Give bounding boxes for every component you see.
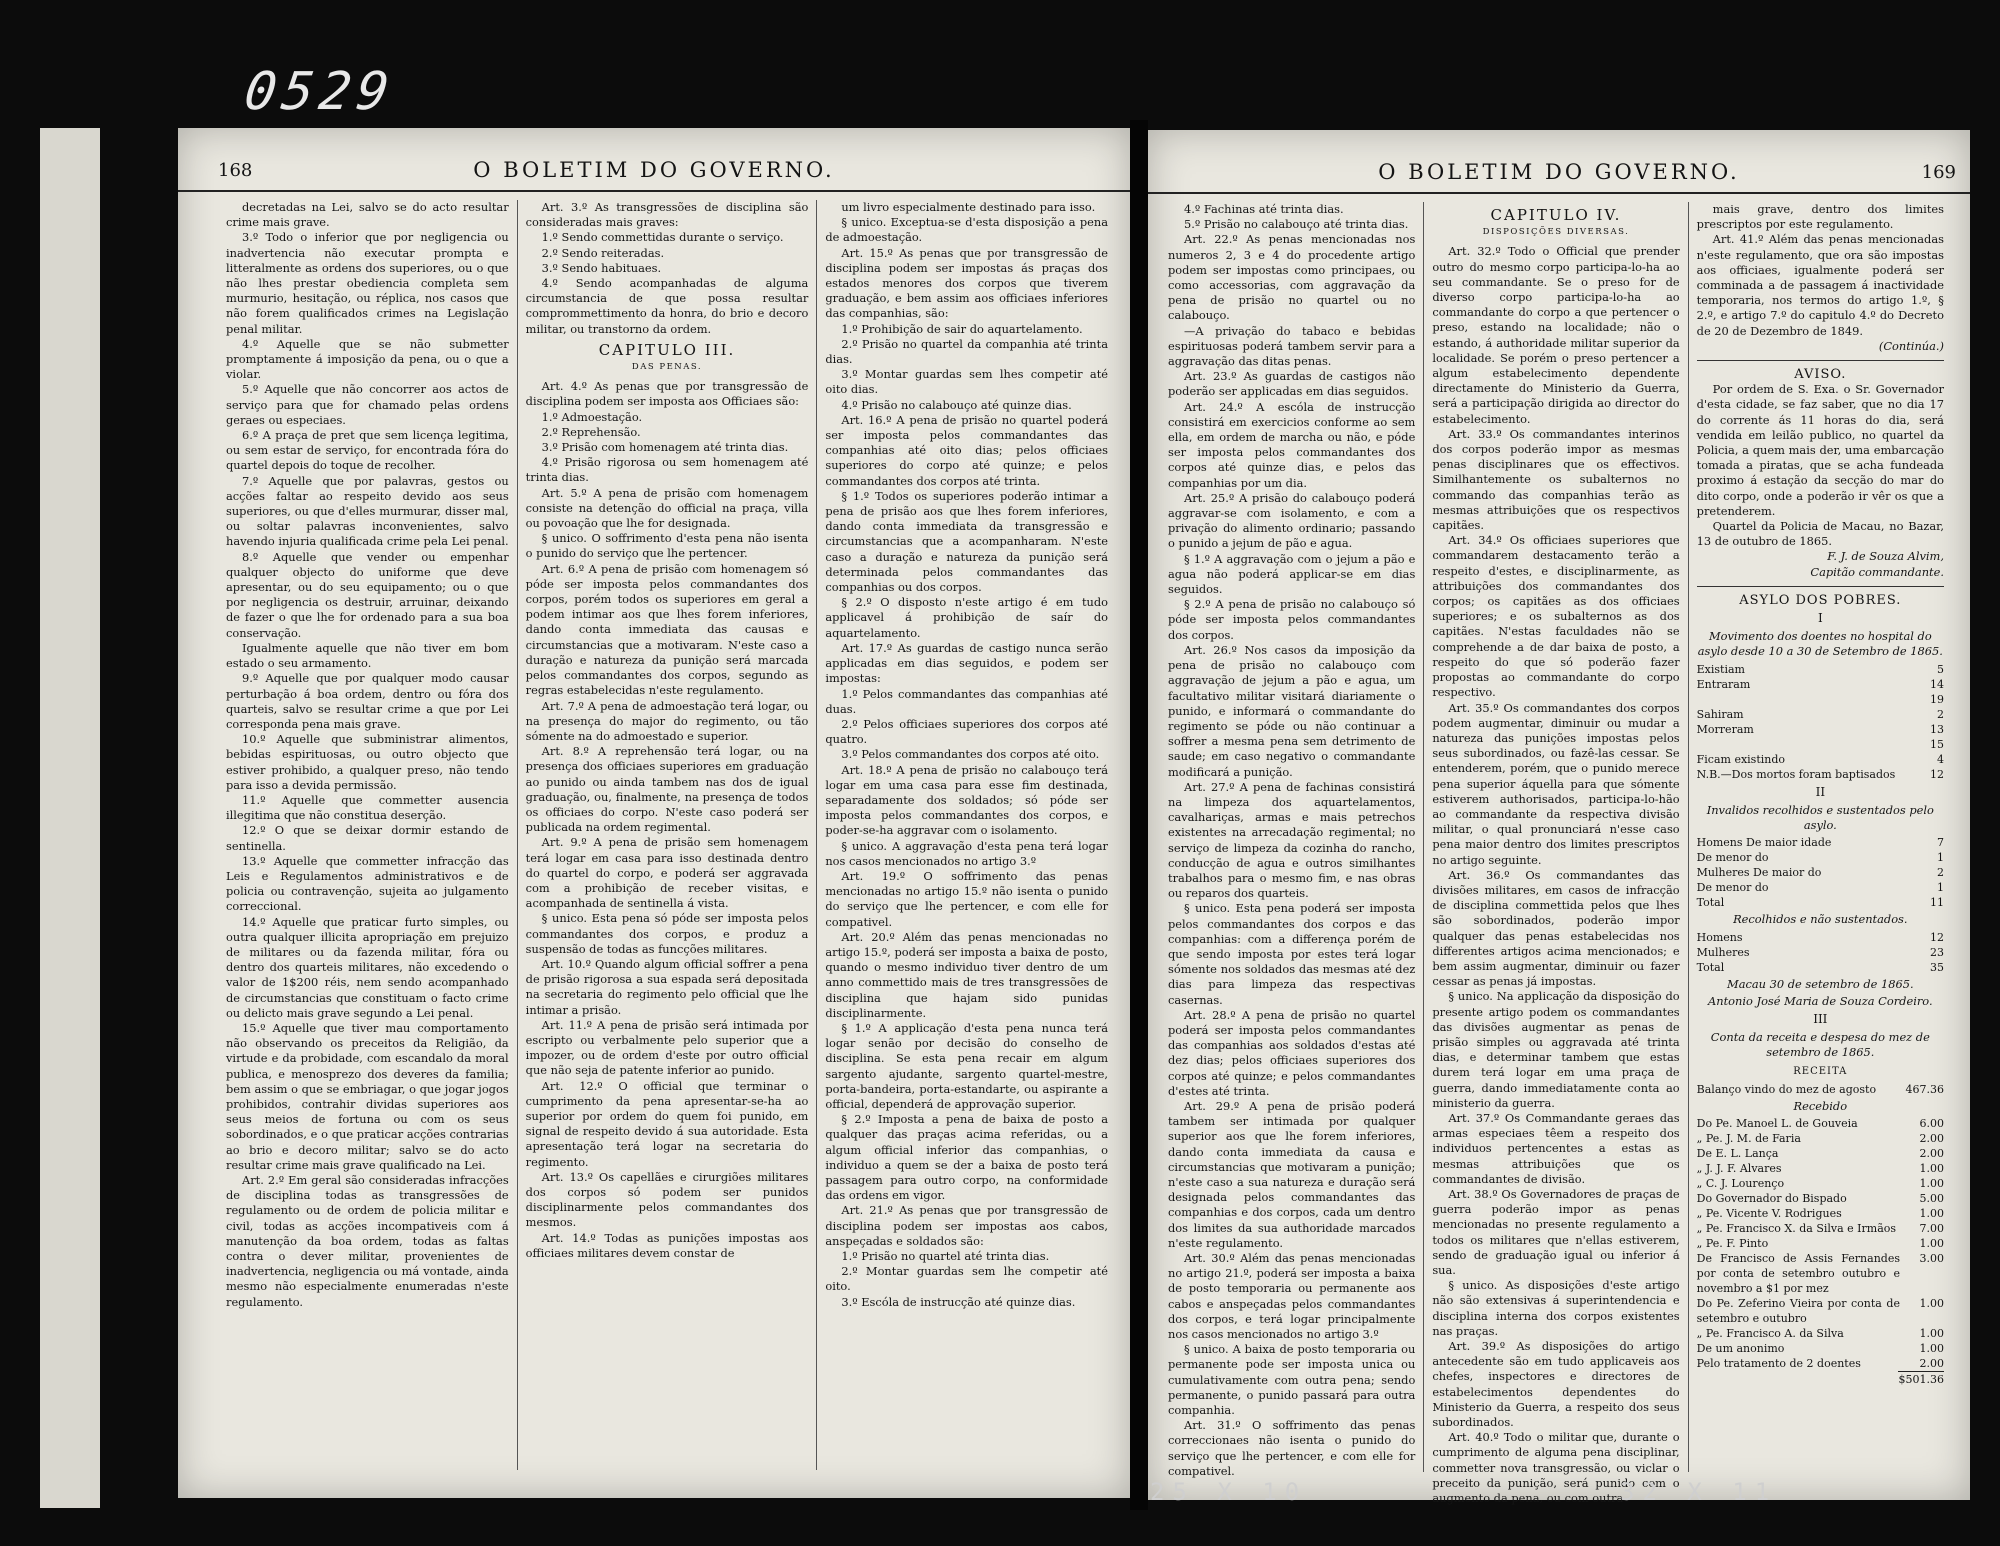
paragraph: Art. 23.º As guardas de castigos não poderão ser applicadas em dias seguidos.: [1168, 369, 1416, 399]
paragraph: 4.º Fachinas até trinta dias.: [1184, 202, 1344, 216]
paragraph: 7.º Aquelle que por palavras, gestos ou acções faltar ao respeito devido aos seus superiores, ou que d'elles murmurar, disser mal, ou soltar palavras inconvenientes, salvo havendo injuria qualificada crime pela Lei penal.: [226, 473, 509, 549]
table-row: [1697, 1236, 1944, 1251]
table-row: [1697, 1176, 1944, 1191]
paragraph: Art. 35.º Os commandantes dos corpos podem augmentar, diminuir ou mudar a natureza das punições impostas pelos seus subordinados, ou fazê-las cessar. Se entenderem, porém, que o punido merece pena superior áquella para que sómente estiverem authorisados, participa-lo-hão ao commandante da respectiva divisão militar, o qual pronunciará n'esse caso pena maior dentro dos limites prescriptos no artigo seguinte.: [1432, 700, 1680, 867]
table-row: [1697, 677, 1944, 692]
paragraph: § 1.º A aggravação com o jejum a pão e agua não poderá applicar-se em dias seguidos.: [1168, 551, 1416, 597]
divider: [1697, 586, 1944, 587]
page-gutter: [1130, 120, 1148, 1510]
aviso-signature: F. J. de Souza Alvim,: [1827, 549, 1944, 564]
row-value: 35: [1929, 960, 1944, 974]
film-scale-mark: 25 X 10: [1150, 1478, 1308, 1506]
paragraph: 4.º Prisão no calabouço até quinze dias.: [841, 397, 1072, 412]
table-row: [1697, 1191, 1944, 1206]
paragraph: Art. 15.º As penas que por transgressão de disciplina podem ser impostas ás praças dos estados menores dos corpos que tiverem graduação, e bem assim aos officiaes inferiores das companhias, são:: [825, 245, 1109, 321]
right-column-2: [1689, 202, 1952, 1472]
paragraph: 1.º Prisão no quartel até trinta dias.: [841, 1249, 1050, 1264]
row-value: 1: [1936, 851, 1944, 865]
left-page-header: [178, 156, 1130, 192]
paragraph: 12.º O que se deixar dormir estando de sentinella.: [226, 823, 509, 853]
paragraph: 4.º Sendo acompanhadas de alguma circumstancia de que possa resultar comprommettimento da honra, do brio e decoro militar, ou transtorno da ordem.: [525, 276, 809, 336]
row-value: 13: [1929, 722, 1944, 736]
grand-total-value: $501.36: [1898, 1372, 1944, 1386]
paragraph: 14.º Aquelle que praticar furto simples, ou outra qualquer illicita apropriação em prejuizo de militares ou da fazenda militar, fóra ou dentro dos quarteis militares, não excedendo o valor de 1$200 réis, nem sendo acompanhado de circumstancias que constituam o facto crime ou delicto mais grave segundo a Lei penal.: [226, 914, 509, 1020]
paragraph: 13.º Aquelle que commetter infracção das Leis e Regulamentos administrativos e de policia ou contravenção, sujeita ao julgamento correccional.: [226, 853, 509, 914]
paragraph: 3.º Prisão com homenagem até trinta dias.: [541, 440, 789, 455]
table-row: [1697, 1341, 1944, 1356]
row-value: 1.00: [1919, 1296, 1944, 1310]
paragraph: Art. 26.º Nos casos da imposição da pena de prisão no calabouço com aggravação de jejum a pão e agua, um facultativo militar visitará diariamente o punido, e informará o commandante do regimento se póde ou não continuar a soffrer a mesma pena sem detrimento de saude; em caso negativo o commandante modificará a punição.: [1168, 642, 1416, 779]
table-row: [1697, 692, 1944, 707]
table-row: [1697, 1251, 1944, 1296]
right-column-continuation: [1160, 202, 1424, 1478]
section-title: Invalidos recolhidos e sustentados pelo asylo.: [1706, 802, 1934, 833]
row-label: De menor do: [1696, 881, 1769, 895]
paragraph: § unico. Exceptua-se d'esta disposição a pena de admoestação.: [825, 215, 1109, 245]
row-label: De Francisco de Assis Fernandes por conta de setembro outubro e novembro a $1 por mez: [1696, 1251, 1900, 1295]
paragraph: Art. 29.º A pena de prisão poderá tambem ser intimada por qualquer superior aos que lhe forem inferiores, dando conta immediata da causa e circumstancias que motivaram a punição; n'este caso a sua natureza e duração será designada pelos commandantes das companhias e dos corpos, cada um dentro dos limites da sua authoridade marcados n'este regulamento.: [1168, 1098, 1416, 1250]
aviso-place-date: Quartel da Policia de Macau, no Bazar, 13 de outubro de 1865.: [1696, 519, 1944, 549]
left-column-3: [817, 200, 1116, 1470]
table-row: [1697, 662, 1944, 677]
row-label: „ Pe. F. Pinto: [1696, 1236, 1769, 1250]
paragraph: 15.º Aquelle que tiver mau comportamento não observando os preceitos da Religião, da virtude e da probidade, com escandalo da moral publica, e menosprezo dos deveres da familia; bem assim o que se embriagar, o que jogar jogos prohibidos, contrahir dividas superiores aos seus meios de fortuna ou com os seus sobordinados, e o que praticar acções contrarias ao brio e decoro militar; salvo se do acto resultar crime mais grave qualificado na Lei.: [226, 1020, 509, 1172]
chapter-subheading: DISPOSIÇÕES DIVERSAS.: [1482, 227, 1630, 238]
recebido-heading: Recebido: [1793, 1098, 1848, 1113]
film-scale-mark: 32 X 11: [1620, 1478, 1778, 1506]
table-row: [1697, 767, 1944, 782]
right-page: [1148, 130, 1970, 1506]
paragraph: § 2.º O disposto n'este artigo é em tudo applicavel á prohibição de saír do aquartelamento.: [825, 595, 1109, 640]
row-label: Do Pe. Zeferino Vieira por conta de setembro e outubro: [1696, 1296, 1900, 1325]
paragraph: Art. 39.º As disposições do artigo antecedente são em tudo applicaveis aos chefes, inspectores e directores de estabelecimentos dependentes do Ministerio da Guerra, a respeito dos seus subordinados.: [1432, 1339, 1680, 1430]
balance-row: [1697, 1082, 1944, 1097]
right-journal-title: O BOLETIM DO GOVERNO.: [1378, 160, 1740, 184]
paragraph: —A privação do tabaco e bebidas espirituosas poderá tambem servir para a aggravação das ditas penas.: [1168, 323, 1416, 369]
divider: [1697, 360, 1944, 361]
paragraph: Art. 31.º O soffrimento das penas correccionaes não isenta o punido do serviço que lhe pertencer, e com elle for compativel.: [1168, 1418, 1416, 1478]
row-value: 15: [1929, 737, 1944, 751]
row-label: Morreram: [1696, 722, 1754, 736]
paragraph: § unico. A baixa de posto temporaria ou permanente pode ser imposta unica ou cumulativamente com outra pena; sendo permanente, o punido passará para outra companhia.: [1168, 1342, 1416, 1418]
row-value: 1.00: [1919, 1236, 1944, 1250]
row-value: 5: [1936, 662, 1944, 676]
row-value: 23: [1929, 945, 1944, 959]
left-column-1: [218, 200, 518, 1470]
left-journal-title: O BOLETIM DO GOVERNO.: [473, 158, 835, 182]
row-label: „ C. J. Lourenço: [1696, 1176, 1785, 1190]
paragraph: 4.º Aquelle que se não submetter promptamente á imposição da pena, ou o que a violar.: [226, 336, 509, 382]
paragraph: § unico. O soffrimento d'esta pena não isenta o punido do serviço que lhe pertencer.: [525, 531, 809, 561]
row-value: 12: [1929, 930, 1944, 944]
table-row: [1697, 1221, 1944, 1236]
row-label: „ Pe. Francisco X. da Silva e Irmãos: [1696, 1221, 1897, 1235]
aviso-signature-title: Capitão commandante.: [1810, 564, 1944, 579]
paragraph: decretadas na Lei, salvo se do acto resultar crime mais grave.: [226, 200, 509, 230]
section-subtitle: Recolhidos e não sustentados.: [1733, 912, 1908, 927]
row-label: Sahiram: [1696, 707, 1744, 721]
paragraph: 5.º Prisão no calabouço até trinta dias.: [1184, 217, 1409, 232]
paragraph: 5.º Aquelle que não concorrer aos actos de serviço para que for chamado pelas ordens geraes ou especiaes.: [226, 382, 509, 427]
row-label: Homens: [1696, 930, 1743, 944]
paragraph: 6.º A praça de pret que sem licença legitima, ou sem estar de serviço, for encontrada fóra do quartel depois do toque de recolher.: [226, 428, 509, 473]
paragraph: § unico. Esta pena poderá ser imposta pelos commandantes dos corpos e das companhias: com a differença porém de que sendo imposta por estes terá logar sómente nos soldados das mesmas até dez dias para limpeza das respectivas casernas.: [1168, 901, 1416, 1007]
paragraph: 4.º Prisão rigorosa ou sem homenagem até trinta dias.: [525, 455, 809, 485]
row-value: 2: [1936, 866, 1944, 880]
paragraph: 1.º Prohibição de sair do aquartelamento.: [841, 321, 1083, 336]
paragraph: Art. 3.º As transgressões de disciplina são consideradas mais graves:: [525, 200, 809, 230]
row-label: N.B.—Dos mortos foram baptisados: [1696, 767, 1896, 781]
paragraph: 8.º Aquelle que vender ou empenhar qualquer objecto do uniforme que deve apresentar, ou do seu equipamento; ou o que por negligencia os destruir, arruinar, deixando de fazer o que lhe for ordenado para a sua boa conservação.: [226, 549, 509, 640]
paragraph: Art. 25.º A prisão do calabouço poderá aggravar-se com isolamento, e com a privação do alimento ordinario; passando o punido a jejum de pão e agua.: [1168, 490, 1416, 551]
paragraph: Art. 2.º Em geral são consideradas infracções de disciplina todas as transgressões de regulamento ou de ordem de policia militar e civil, todas as acções incompativeis com á manutenção da boa ordem, todas as faltas contra o dever militar, provenientes de inadvertencia, negligencia ou má vontade, ainda mesmo não especialmente enumeradas n'este regulamento.: [226, 1173, 509, 1309]
grand-total-row: [1697, 1371, 1944, 1387]
paragraph: Art. 16.º A pena de prisão no quartel poderá ser imposta pelos commandantes das companhias até oito dias; pelos officiaes superiores do corpo até quinze; e pelos commandantes dos corpos até trinta.: [825, 412, 1109, 488]
receita-heading: RECEITA: [1793, 1065, 1848, 1077]
table-row: [1697, 707, 1944, 722]
table-row: [1697, 737, 1944, 752]
paragraph: 2.º Montar guardas sem lhe competir até oito.: [825, 1264, 1109, 1294]
row-label: „ Pe. Francisco A. da Silva: [1696, 1326, 1844, 1340]
row-label: De um anonimo: [1696, 1341, 1785, 1355]
section-number: III: [1813, 1011, 1828, 1026]
paragraph: Art. 36.º Os commandantes das divisões militares, em casos de infracção de disciplina commettida pelos que lhes são sobordinados, poderão impor qualquer das penas estabelecidas nos differentes artigos acima mencionados; e bem assim augmentar, diminuir ou fazer cessar as penas já impostas.: [1432, 867, 1680, 989]
left-page-number: 168: [218, 160, 253, 181]
paragraph: 11.º Aquelle que commetter ausencia illegitima que não constitua deserção.: [226, 792, 509, 823]
balance-label: Balanço vindo do mez de agosto: [1696, 1082, 1877, 1096]
table-row: [1697, 945, 1944, 960]
aviso-text: Por ordem de S. Exa. o Sr. Governador d'esta cidade, se faz saber, que no dia 17 do corrente ás 11 horas do dia, será vendida em leilão publico, no quartel da Policia, a quem mais der, uma embarcação tomada a piratas, que se acha fundeada proximo á estação da secção do mar do dito corpo, onde a poderão ir vêr os que a pretenderem.: [1696, 382, 1944, 518]
paragraph: Art. 27.º A pena de fachinas consistirá na limpeza dos aquartelamentos, cavalhariças, armas e mais petrechos existentes na arrecadação regimental; no serviço de limpeza da cozinha do rancho, conducção de agua e outros similhantes trabalhos para o mesmo fim, e nas obras ou reparos dos quarteis.: [1168, 779, 1416, 901]
paragraph: 3.º Pelos commandantes dos corpos até oito.: [841, 747, 1100, 762]
row-value: 4: [1936, 752, 1944, 766]
paragraph: § unico. Na applicação da disposição do presente artigo podem os commandantes das divisões augmentar as penas de prisão simples ou aggravada até trinta dias, e determinar tambem que estas durem terá logar em uma praça de guerra, dando immediatamente conta ao ministerio da guerra.: [1432, 989, 1680, 1110]
table-row: [1697, 850, 1944, 865]
right-page-number: 169: [1921, 162, 1956, 183]
right-column-1: [1424, 202, 1688, 1506]
paragraph: § 1.º A applicação d'esta pena nunca terá logar senão por decisão do conselho de disciplina. Se esta pena recair em algum sargento ajudante, sargento quartel-mestre, porta-bandeira, porta-estandarte, ou aspirante a official, dependerá de approvação superior.: [825, 1020, 1109, 1111]
row-label: Mulheres De maior do: [1696, 866, 1822, 880]
paragraph: Art. 30.º Além das penas mencionadas no artigo 21.º, poderá ser imposta a baixa de posto temporaria ou permanente aos cabos e anspeçadas pelos commandantes dos corpos, e terá logar principalmente nos casos mencionados no artigo 3.º: [1168, 1251, 1416, 1342]
row-label: De E. L. Lança: [1696, 1146, 1779, 1160]
row-value: 12: [1929, 767, 1944, 781]
table-row: [1697, 752, 1944, 767]
paragraph: 1.º Pelos commandantes das companhias até duas.: [825, 686, 1109, 716]
paragraph: Art. 19.º O soffrimento das penas mencionadas no artigo 15.º não isenta o punido do serviço que lhe pertencer, e com elle for compativel.: [825, 868, 1109, 929]
paragraph: Art. 10.º Quando algum official soffrer a pena de prisão rigorosa a sua espada será depositada na secretaria do regimento pelo official que lhe intimar a prisão.: [525, 956, 809, 1017]
paragraph: 2.º Sendo reiteradas.: [541, 245, 665, 260]
paragraph: Art. 17.º As guardas de castigo nunca serão applicadas em dias seguidos, e podem ser impostas:: [825, 640, 1109, 686]
left-page: [178, 128, 1130, 1498]
row-value: 2: [1936, 707, 1944, 721]
row-value: 2.00: [1919, 1356, 1944, 1370]
paragraph: 3.º Todo o inferior que por negligencia ou inadvertencia não executar promptа e litteralmente as ordens dos superiores, ou o que não lhes prestar obediencia completa sem murmurio, hesitação, ou réplica, nos casos que não forem qualificados crimes na Legislação penal militar.: [226, 230, 509, 336]
paragraph: Art. 24.º A escóla de instrucção consistirá em exercicios conforme ao sem ella, em ordem de marcha ou não, e póde ser imposta pelos commandantes dos corpos até quinze dias, e pelos das companhias por um dia.: [1168, 399, 1416, 490]
paragraph: 2.º Prisão no quartel da companhia até trinta dias.: [825, 336, 1109, 367]
chapter-subheading: DAS PENAS.: [631, 362, 703, 373]
row-label: „ Pe. J. M. de Faria: [1696, 1131, 1801, 1145]
row-value: 1.00: [1919, 1326, 1944, 1340]
row-value: 1.00: [1919, 1161, 1944, 1175]
row-value: 14: [1929, 677, 1944, 691]
row-value: 3.00: [1919, 1251, 1944, 1265]
paragraph: 1.º Admoestação.: [541, 409, 643, 424]
paragraph: Art. 34.º Os officiaes superiores que commandarem destacamento terão a respeito d'estes, e disciplinarmente, as attribuições dos commandantes dos corpos; os capitães as dos officiaes superiores; e os subalternos as dos capitães. N'estas faculdades não se comprehende a de dar baixa de posto, a respeito do que só poderão fazer propostas ao commandante do corpo respectivo.: [1432, 533, 1680, 700]
left-column-2: [518, 200, 818, 1470]
row-value: 1: [1936, 881, 1944, 895]
paragraph: Art. 11.º A pena de prisão será intimada por escripto ou verbalmente pelo superior que a impozer, ou de ordem d'este por outro official que não seja de patente inferior ao punido.: [525, 1017, 809, 1078]
table-row: [1697, 1356, 1944, 1371]
paragraph: Art. 40.º Todo o militar que, durante o cumprimento de alguma pena disciplinar, commetter nova transgressão, ou viclar o preceito da punição, será punido com o augmento da pena, ou com outra: [1432, 1430, 1680, 1506]
row-label: Do Pe. Manoel L. de Gouveia: [1696, 1116, 1858, 1130]
paragraph: 9.º Aquelle que por qualquer modo causar perturbação á boa ordem, dentro ou fóra dos quarteis, salvo se resultar crime a que por Lei corresponda pena mais grave.: [226, 671, 509, 731]
paragraph: Art. 4.º As penas que por transgressão de disciplina podem ser imposta aos Officiaes são:: [525, 379, 809, 409]
row-value: 7: [1936, 836, 1944, 850]
row-label: Existiam: [1696, 662, 1745, 676]
row-label: Do Governador do Bispado: [1696, 1191, 1847, 1205]
paragraph: Art. 9.º A pena de prisão sem homenagem terá logar em casa para isso destinada dentro do quartel do corpo, e poderá ser aggravada com a prohibição de receber visitas, e acompanhada de sentinella á vista.: [525, 835, 809, 911]
paragraph: Art. 38.º Os Governadores de praças de guerra poderão impor as penas mencionadas no presente regulamento a todos os militares que n'ellas estiverem, sendo de graduação igual ou inferior á sua.: [1432, 1187, 1680, 1278]
table-row: [1697, 1131, 1944, 1146]
paragraph: 3.º Sendo habituaes.: [541, 260, 662, 275]
table-row: [1697, 880, 1944, 895]
paragraph: § unico. A aggravação d'esta pena terá logar nos casos mencionados no artigo 3.º: [825, 838, 1109, 868]
row-label: „ J. J. F. Alvares: [1696, 1161, 1782, 1175]
table-row: [1697, 960, 1944, 975]
paragraph: 3.º Montar guardas sem lhes competir até oito dias.: [825, 367, 1109, 397]
paragraph: 3.º Escóla de instrucção até quinze dias.: [841, 1294, 1076, 1309]
paragraph: Art. 33.º Os commandantes interinos dos corpos poderão impor as mesmas penas disciplinares que os effectivos. Similhantemente os subalternos no commando das companhias terão as mesmas attribuições que os respectivos capitães.: [1432, 426, 1680, 533]
row-value: 1.00: [1919, 1206, 1944, 1220]
paragraph: Art. 28.º A pena de prisão no quartel poderá ser imposta pelos commandantes das companhias aos soldados d'estas até dez dias; pelos officiaes superiores dos corpos até quinze; e pelos commandantes d'estes até trinta.: [1168, 1007, 1416, 1098]
table-row: [1697, 835, 1944, 850]
row-label: Total: [1696, 896, 1725, 910]
paragraph: 2.º Pelos officiaes superiores dos corpos até quatro.: [825, 716, 1109, 747]
section-number: I: [1817, 611, 1823, 626]
table-row: [1697, 930, 1944, 945]
paragraph: § unico. Esta pena só póde ser imposta pelos commandantes dos corpos, e produz a suspensão de todas as funcções militares.: [525, 911, 809, 956]
paragraph: Art. 6.º A pena de prisão com homenagem só póde ser imposta pelos commandantes dos corpos, porém todos os superiores em geral a podem intimar aos que lhes forem inferiores, dando conta immediata das causas e circumstancias que a motivaram. N'este caso a duração e natureza da punição será marcada pelos commandantes dos corpos, segundo as regras estabelecidas n'este regulamento.: [525, 561, 809, 698]
row-value: 5.00: [1919, 1191, 1944, 1205]
paragraph: 10.º Aquelle que subministrar alimentos, bebidas espirituosas, ou outro objecto que estiver prohibido, a qualquer preso, não tendo para isso a devida permissão.: [226, 732, 509, 792]
section-title: Conta da receita e despesa do mez de setembro de 1865.: [1710, 1030, 1930, 1060]
table-row: [1697, 1296, 1944, 1326]
row-value: 11: [1929, 896, 1944, 910]
aviso-title: AVISO.: [1794, 367, 1847, 383]
paragraph: § 1.º Todos os superiores poderão intimar a pena de prisão aos que lhes forem inferiores, dando conta immediata da transgressão e circumstancias que a acompanharam. N'este caso a duração e natureza da punição será determinada pelos commandantes das companhias ou dos corpos.: [825, 488, 1109, 595]
row-value: 19: [1929, 692, 1944, 706]
row-label: Ficam existindo: [1696, 752, 1786, 766]
paragraph: § unico. As disposições d'este artigo não são extensivas á superintendencia e disciplina interna dos corpos existentes nas praças.: [1432, 1278, 1680, 1338]
row-value: 7.00: [1919, 1221, 1944, 1235]
asylo-title: ASYLO DOS POBRES.: [1739, 592, 1902, 608]
asylo-date: Macau 30 de setembro de 1865.: [1727, 976, 1914, 991]
row-label: Mulheres: [1696, 945, 1750, 959]
row-label: Homens De maior idade: [1696, 836, 1832, 850]
paragraph: Art. 41.º Além das penas mencionadas n'este regulamento, que ora são impostas aos officiaes, igualmente poderá ser comminada a de passagem á inactividade temporaria, nos termos do artigo 1.º, § 2.º, e artigo 7.º do capitulo 4.º do Decreto de 20 de Dezembro de 1849.: [1696, 232, 1944, 338]
paragraph: Art. 18.º A pena de prisão no calabouço terá logar em uma casa para esse fim destinada, separadamente dos soldados; só póde ser imposta pelos commandantes dos corpos, e poder-se-ha aggravar com o isolamento.: [825, 762, 1109, 838]
table-row: [1697, 1116, 1944, 1131]
continua-note: (Continúa.): [1878, 338, 1944, 353]
paragraph: um livro especialmente destinado para isso.: [841, 200, 1096, 214]
row-label: De menor do: [1696, 851, 1769, 865]
row-label: Entraram: [1696, 677, 1751, 691]
paragraph: Art. 20.º Além das penas mencionadas no artigo 15.º, poderá ser imposta a baixa de posto, quando o mesmo individuo tiver dentro de um anno commettido mais de tres transgressões de disciplina que hajam sido punidas disciplinarmente.: [825, 929, 1109, 1020]
table-row: [1697, 1161, 1944, 1176]
row-label: Total: [1696, 960, 1725, 974]
table-row: [1697, 1146, 1944, 1161]
paragraph: Igualmente aquelle que não tiver em bom estado o seu armamento.: [226, 640, 509, 671]
paragraph: Art. 5.º A pena de prisão com homenagem consiste na detenção do official na praça, villa ou povoação que lhe for designada.: [525, 485, 809, 531]
paragraph: Art. 22.º As penas mencionadas nos numeros 2, 3 e 4 do procedente artigo podem ser impostas como principaes, ou como accessorias, com aggravação da pena de prisão no quartel ou no calabouço.: [1168, 232, 1416, 323]
section-number: II: [1815, 784, 1826, 799]
paragraph: Art. 14.º Todas as punições impostas aos officiaes militares devem constar de: [525, 1230, 809, 1260]
paragraph: 1.º Sendo commettidas durante o serviço.: [541, 230, 784, 245]
paragraph: 2.º Reprehensão.: [541, 424, 641, 439]
paragraph: Art. 13.º Os capellães e cirurgiões militares dos corpos só podem ser punidos disciplinarmente pelos commandantes dos mesmos.: [525, 1169, 809, 1230]
chapter-heading: CAPITULO III.: [598, 340, 736, 359]
row-value: 6.00: [1919, 1116, 1944, 1130]
asylo-signer: Antonio José Maria de Souza Cordeiro.: [1708, 993, 1933, 1008]
paragraph: § 2.º A pena de prisão no calabouço só póde ser imposta pelos commandantes dos corpos.: [1168, 597, 1416, 642]
row-value: 1.00: [1919, 1341, 1944, 1355]
paragraph: Art. 8.º A reprehensão terá logar, ou na presença dos officiaes superiores em graduação ao punido ou ainda tambem nas dos de igual graduação, ou, finalmente, na presença de todos os officiaes do corpo. N'este caso poderá ser publicada na ordem regimental.: [525, 744, 809, 835]
paragraph: Art. 12.º O official que terminar o cumprimento da pena apresentar-se-ha ao superior por ordem do quem foi punido, em signal de respeito devido á sua autoridade. Esta apresentação terá logar na secretaria do regimento.: [525, 1078, 809, 1169]
left-columns: [218, 200, 1116, 1470]
row-label: Pelo tratamento de 2 doentes: [1696, 1356, 1861, 1370]
chapter-heading: CAPITULO IV.: [1490, 206, 1622, 224]
row-value: 2.00: [1919, 1146, 1944, 1160]
row-value: 2.00: [1919, 1131, 1944, 1145]
paragraph: Art. 21.º As penas que por transgressão de disciplina podem ser impostas aos cabos, anspeçadas e soldados são:: [825, 1203, 1109, 1248]
section-title: Movimento dos doentes no hospital do asylo desde 10 a 30 de Setembro de 1865.: [1697, 629, 1943, 659]
paragraph: mais grave, dentro dos limites prescriptos por este regulamento.: [1696, 202, 1944, 232]
table-row: [1697, 865, 1944, 880]
paragraph: § 2.º Imposta a pena de baixa de posto a qualquer das praças acima referidas, ou a algum official inferior das companhias, o individuo a quem se der a baixa de posto terá passagem para outro corpo, na conformidade das ordens em vigor.: [825, 1112, 1109, 1203]
table-row: [1697, 1326, 1944, 1341]
paragraph: Art. 32.º Todo o Official que prender outro do mesmo corpo participa-lo-ha ao seu commandante. Se o preso for de diverso corpo participa-lo-ha ao commandante do corpo a que pertencer o preso, estando na localidade; não o estando, á authoridade militar superior da localidade. Se porém o preso pertencer a algum estabelecimento dependente directamente do Ministerio da Guerra, será a participação dirigida ao director do estabelecimento.: [1432, 244, 1680, 426]
paragraph: Art. 37.º Os Commandante geraes das armas especiaes têem a respeito dos individuos pertencentes a estas as mesmas attribuições que os commandantes de divisão.: [1432, 1110, 1680, 1186]
right-page-header: [1148, 158, 1970, 194]
film-frame-number: 0529: [240, 62, 399, 122]
balance-value: 467.36: [1905, 1082, 1944, 1096]
previous-page-edge: [40, 128, 100, 1508]
table-row: [1697, 895, 1944, 910]
row-label: „ Pe. Vicente V. Rodrigues: [1696, 1206, 1842, 1220]
table-row: [1697, 722, 1944, 737]
table-row: [1697, 1206, 1944, 1221]
paragraph: Art. 7.º A pena de admoestação terá logar, ou na presença do major do regimento, ou tão sómente na do admoestado e superior.: [525, 698, 809, 743]
row-value: 1.00: [1919, 1176, 1944, 1190]
